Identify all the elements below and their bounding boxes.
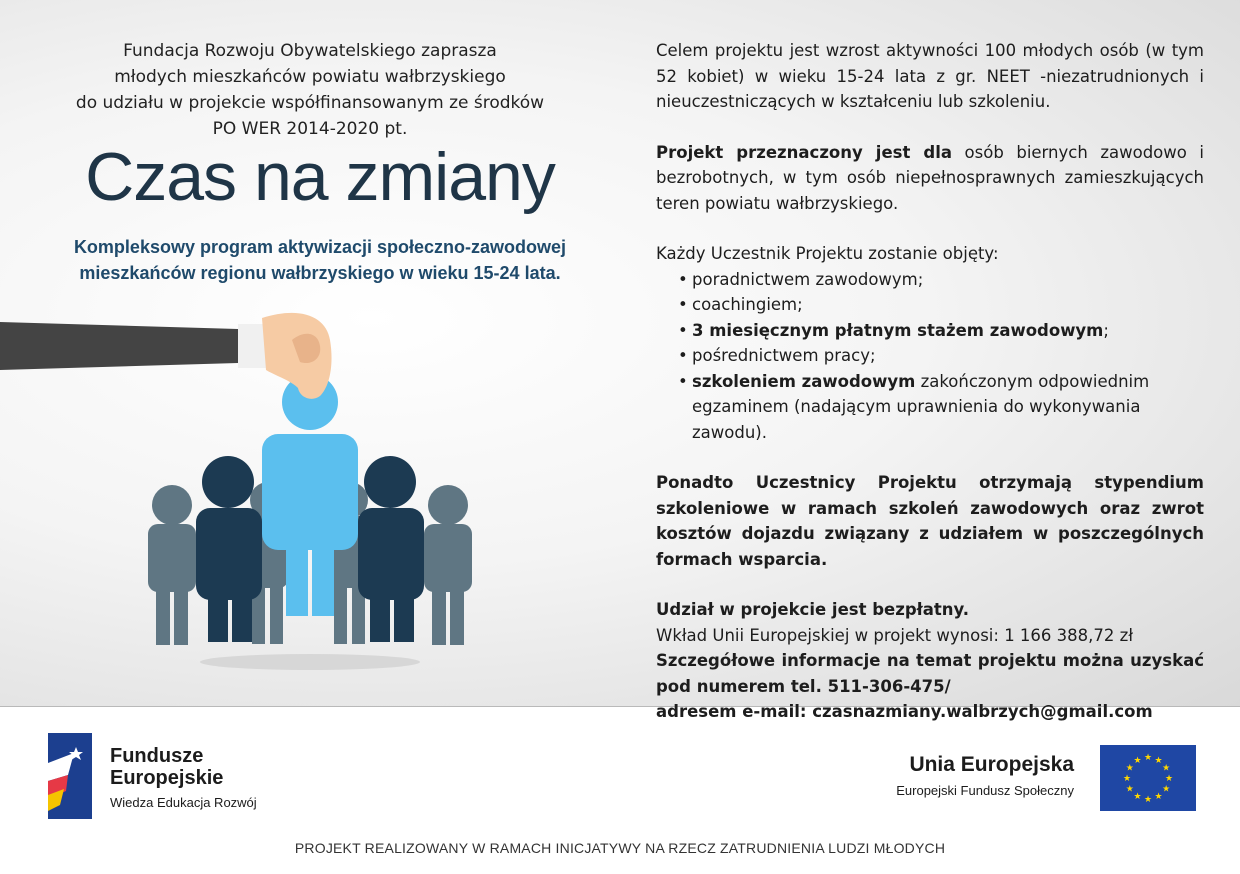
eu-star-icon: ★: [1125, 763, 1134, 774]
ue-fund-name: Europejski Fundusz Społeczny: [896, 783, 1074, 798]
subtitle-line: mieszkańców regionu wałbrzyskiego w wieku 15-24 lata.: [79, 263, 561, 283]
eu-contribution: Wkład Unii Europejskiej w projekt wynosi: 1 166 388,72 zł: [656, 625, 1134, 645]
list-item: • szkoleniem zawodowym zakończonym odpowiednim egzaminem (nadającym uprawnienia do wykonywania zawodu).: [678, 371, 1150, 442]
eu-star-icon: ★: [1133, 755, 1142, 766]
free-participation: Udział w projekcie jest bezpłatny.: [656, 600, 970, 619]
project-target: [656, 140, 1204, 217]
ground-shadow: [200, 654, 420, 670]
person-grey-right-icon: [424, 485, 472, 645]
eu-star-icon: ★: [1154, 792, 1163, 803]
project-footer-note: PROJEKT REALIZOWANY W RAMACH INICJATYWY NA RZECZ ZATRUDNIENIA LUDZI MŁODYCH: [294, 840, 946, 856]
eu-star-icon: ★: [1125, 784, 1134, 795]
support-list: [656, 267, 1204, 446]
support-list-intro: Każdy Uczestnik Projektu zostanie objęty:: [656, 244, 999, 263]
intro-line: Fundacja Rozwoju Obywatelskiego zaprasza: [123, 41, 497, 61]
eu-star-icon: ★: [1162, 784, 1171, 795]
intro-line: młodych mieszkańców powiatu wałbrzyskiego: [114, 67, 506, 87]
eu-star-icon: ★: [1122, 774, 1132, 784]
fe-tagline: Wiedza Edukacja Rozwój: [110, 795, 257, 810]
eu-star-icon: ★: [1162, 763, 1171, 774]
list-item: • pośrednictwem pracy;: [678, 346, 876, 365]
intro-line: PO WER 2014-2020 pt.: [212, 119, 408, 139]
project-description: [656, 38, 1204, 725]
eu-star-icon: ★: [1143, 795, 1153, 805]
fundusze-europejskie-logo: [48, 733, 308, 823]
intro-line: do udziału w projekcie współfinansowanym ze środków: [75, 93, 545, 113]
project-target-text: osób biernych zawodowo i bezrobotnych, w tym osób niepełnosprawnych zamieszkujących teren powiatu wałbrzyskiego.: [656, 142, 1204, 213]
fe-name: Fundusze Europejskie: [110, 745, 224, 789]
project-goal: Celem projektu jest wzrost aktywności 100 młodych osób (w tym 52 kobiet) w wieku 15-24 lata z gr. NEET -niezatrudnionych i nieuczestniczących w kształceniu lub szkoleniu.: [656, 41, 1204, 111]
eu-flag-icon: [1100, 745, 1196, 811]
eu-star-icon: ★: [1154, 755, 1163, 766]
stipend-info: Ponadto Uczestnicy Projektu otrzymają stypendium szkoleniowe w ramach szkoleń zawodowych oraz zwrot kosztów dojazdu związany z udziałem w poszczególnych formach wsparcia.: [656, 473, 1204, 569]
list-item: • 3 miesięcznym płatnym stażem zawodowym;: [678, 320, 1109, 340]
contact-details: Szczegółowe informacje na temat projektu można uzyskać pod numerem tel. 511-306-475/: [656, 651, 1204, 696]
unia-europejska-logo: [860, 745, 1200, 815]
hand-icon: [0, 313, 332, 399]
page-title: Czas na zmiany: [85, 139, 555, 215]
person-grey-left-icon: [148, 485, 196, 645]
fundusze-europejskie-flag-icon: [48, 733, 92, 819]
contact-email: adresem e-mail: czasnazmiany.walbrzych@gmail.com: [656, 702, 1153, 721]
person-dark-right-icon: [358, 456, 424, 642]
eu-star-icon: ★: [1143, 753, 1153, 763]
list-item: • poradnictwem zawodowym;: [678, 269, 924, 289]
list-item: • coachingiem;: [678, 295, 803, 314]
subtitle: [40, 234, 600, 286]
intro-text: [60, 38, 560, 142]
hand-picking-person-illustration: [0, 300, 600, 700]
eu-star-icon: ★: [1164, 774, 1174, 784]
project-target-lead: Projekt przeznaczony jest dla: [656, 142, 952, 162]
ue-name: Unia Europejska: [909, 753, 1074, 776]
subtitle-line: Kompleksowy program aktywizacji społeczno-zawodowej: [73, 237, 567, 257]
eu-star-icon: ★: [1133, 792, 1142, 803]
